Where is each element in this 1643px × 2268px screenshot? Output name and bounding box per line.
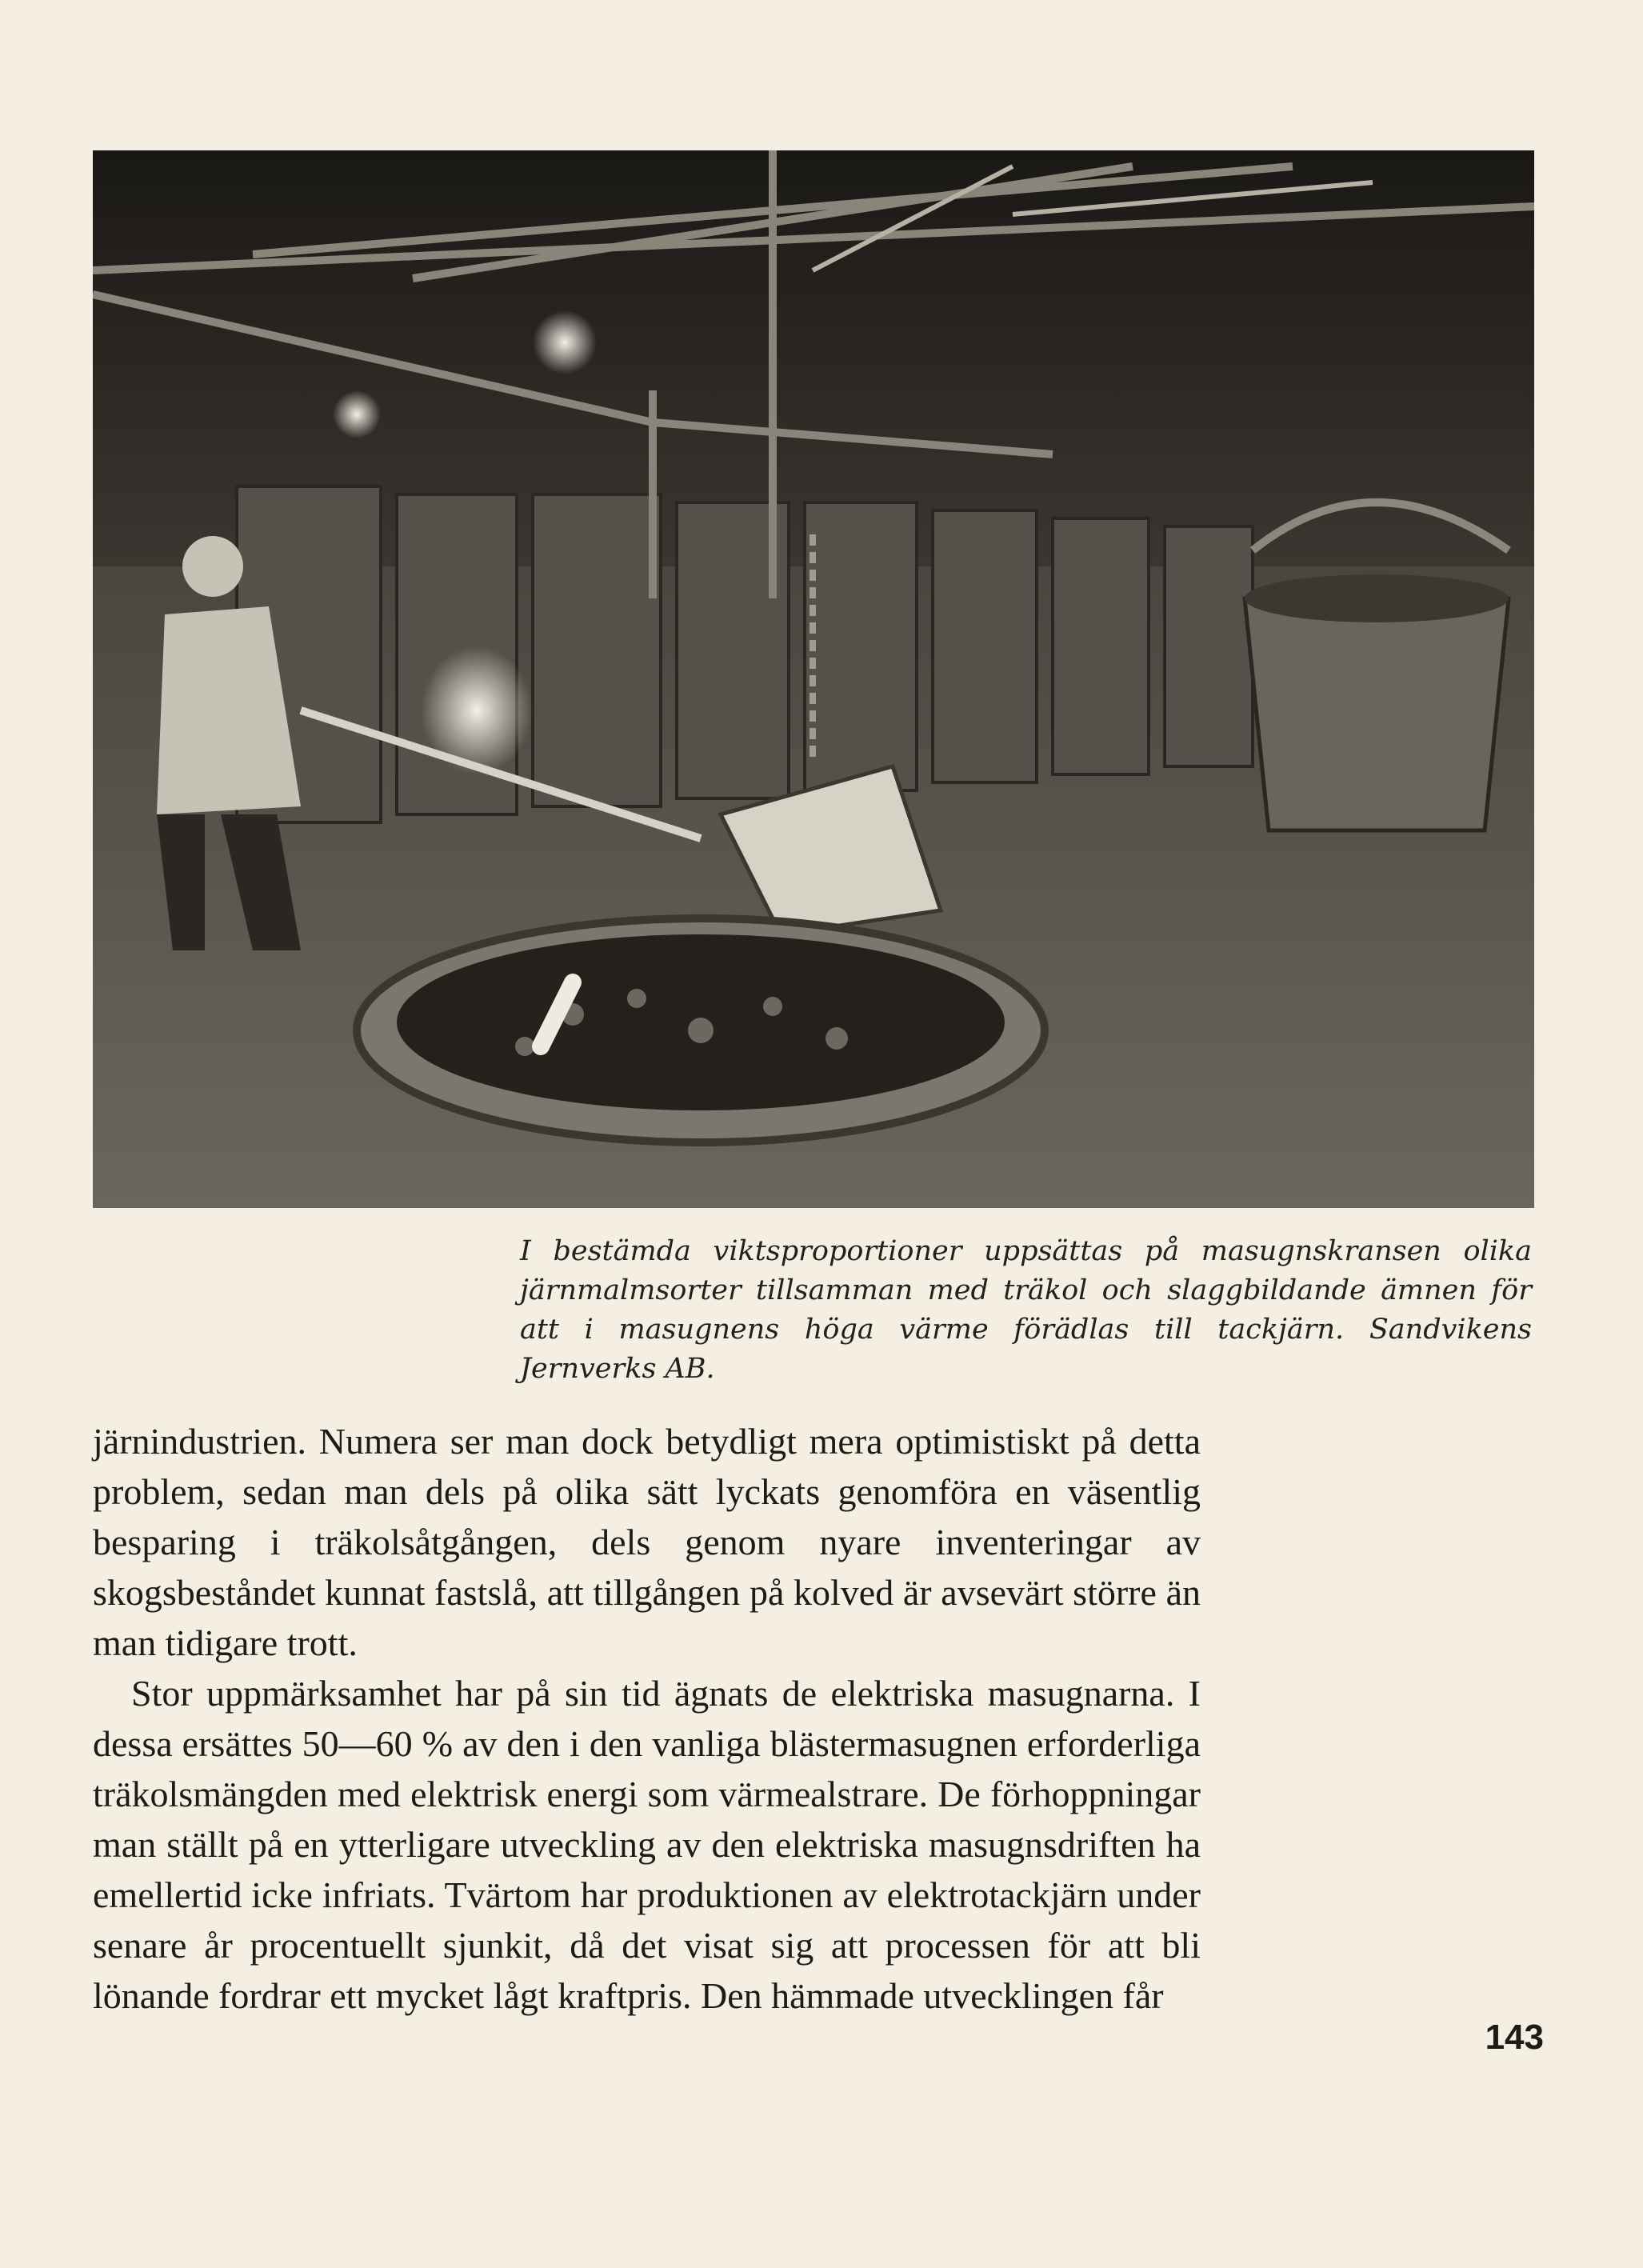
body-text [93, 1416, 1201, 2021]
paragraph: järnindustrien. Numera ser man dock betydligt mera optimistiskt på detta problem, sedan man dels på olika sätt lyckats genomföra en väsentlig besparing i träkolsåtgången, dels genom nyare inventeringar av skogsbeståndet kunnat fastslå, att tillgången på kolved är avsevärt större än man tidigare trott. [93, 1421, 1201, 1663]
photo-caption: I bestämda viktsproportioner uppsättas på masugnskransen olika järnmalmsorter tillsamman med träkol och slaggbildande ämnen för att i masugnens höga värme förädlas till tackjärn. Sandvikens Jernverks AB. [520, 1235, 1532, 1385]
paragraph: Stor uppmärksamhet har på sin tid ägnats de elektriska masugnarna. I dessa ersättes 50—60 % av den i den vanliga blästermasugnen erforderliga träkolsmängden med elektrisk energi som värmealstrare. De förhoppningar man ställt på en ytterligare utveckling av den elektriska masugnsdriften ha emellertid icke infriats. Tvärtom har produktionen av elektrotackjärn under senare år procentuellt sjunkit, då det visat sig att processen för att bli lönande fordrar ett mycket lågt kraftpris. Den hämmade utvecklingen får [93, 1673, 1201, 2016]
industrial-blast-furnace-photo-icon [93, 150, 1534, 1208]
furnace-photograph [93, 150, 1534, 1208]
page-number: 143 [1485, 2018, 1544, 2057]
